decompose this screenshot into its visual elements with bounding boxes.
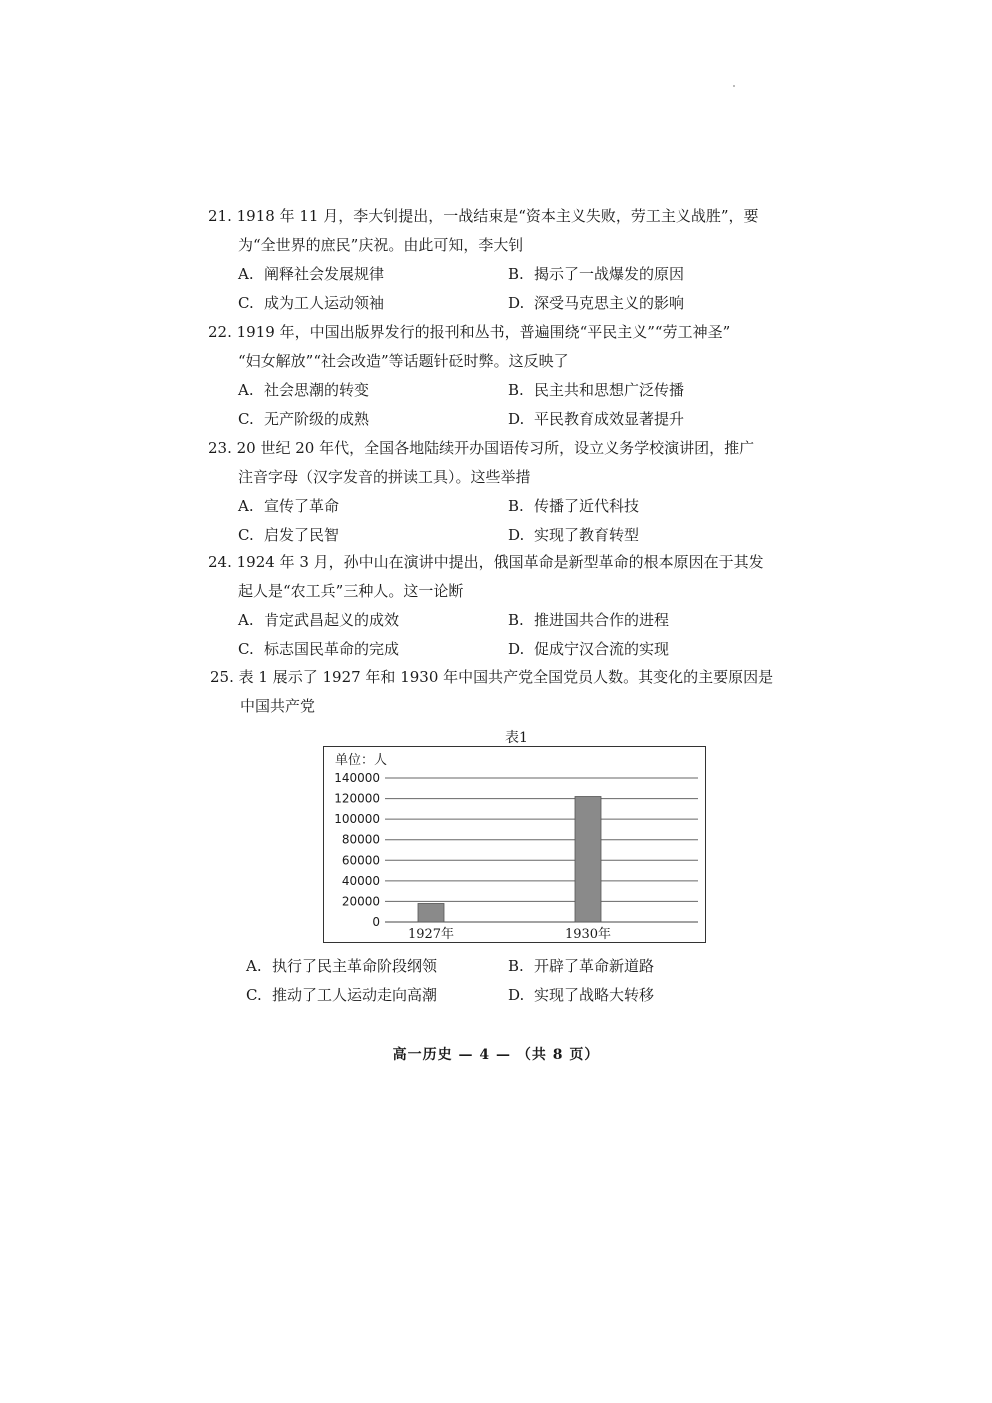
- option-text: 社会思潮的转变: [264, 381, 370, 399]
- option-text: 无产阶级的成熟: [264, 410, 370, 428]
- option-text: 揭示了一战爆发的原因: [534, 265, 685, 283]
- option-d[interactable]: [508, 405, 684, 434]
- option-letter: D.: [508, 526, 525, 544]
- option-a[interactable]: [238, 492, 339, 521]
- option-text: 平民教育成效显著提升: [534, 410, 685, 428]
- option-c[interactable]: [238, 289, 384, 318]
- question-number: 22.: [208, 323, 232, 341]
- bar-1927年: [418, 903, 444, 922]
- option-text: 执行了民主革命阶段纲领: [272, 957, 438, 975]
- question-text: 注音字母（汉字发音的拼读工具）。这些举措: [238, 468, 531, 486]
- y-tick-label: 0: [372, 915, 380, 929]
- question-22: [208, 318, 798, 434]
- y-tick-label: 40000: [341, 873, 380, 888]
- question-text: 为“全世界的庶民”庆祝。由此可知，李大钊: [238, 236, 524, 254]
- option-text: 宣传了革命: [264, 497, 340, 515]
- option-letter: A.: [238, 265, 254, 283]
- question-21: [208, 202, 798, 318]
- question-number: 24.: [208, 553, 232, 571]
- options: [208, 492, 798, 550]
- option-text: 民主共和思想广泛传播: [534, 381, 685, 399]
- y-tick-label: 140000: [334, 771, 380, 785]
- option-letter: D.: [508, 294, 525, 312]
- option-letter: B.: [508, 497, 524, 515]
- option-a[interactable]: [238, 260, 384, 289]
- options: [208, 260, 798, 318]
- y-tick-label: 20000: [341, 894, 380, 909]
- option-a[interactable]: [238, 606, 399, 635]
- question-number: 21.: [208, 207, 232, 225]
- question-text: 起人是“农工兵”三种人。这一论断: [238, 582, 464, 600]
- question-text: 表 1 展示了 1927 年和 1930 年中国共产党全国党员人数。其变化的主要原因是: [238, 668, 774, 686]
- option-letter: C.: [238, 526, 254, 544]
- chart-frame: [324, 747, 706, 943]
- option-a[interactable]: [238, 376, 369, 405]
- option-b[interactable]: [508, 492, 639, 521]
- option-letter: B.: [508, 611, 524, 629]
- option-text: 启发了民智: [264, 526, 340, 544]
- option-d[interactable]: [508, 981, 654, 1010]
- option-text: 深受马克思主义的影响: [534, 294, 685, 312]
- page-footer: 高一历史 — 4 — （共 8 页）: [392, 1047, 600, 1063]
- option-text: 成为工人运动领袖: [264, 294, 385, 312]
- option-letter: C.: [238, 294, 254, 312]
- option-text: 开辟了革命新道路: [534, 957, 655, 975]
- option-b[interactable]: [508, 260, 684, 289]
- scan-speck: [733, 85, 735, 87]
- option-c[interactable]: [238, 521, 339, 550]
- option-letter: D.: [508, 410, 525, 428]
- chart-title: 表1: [505, 730, 528, 746]
- question-23: [208, 434, 798, 550]
- option-letter: C.: [238, 410, 254, 428]
- option-letter: D.: [508, 640, 525, 658]
- question-stem-line-1: [210, 663, 800, 692]
- bar-1930年: [575, 797, 601, 922]
- option-letter: A.: [238, 611, 254, 629]
- option-text: 推动了工人运动走向高潮: [272, 986, 438, 1004]
- question-text: “妇女解放”“社会改造”等话题针砭时弊。这反映了: [238, 352, 569, 370]
- option-c[interactable]: [238, 405, 369, 434]
- option-letter: D.: [508, 986, 525, 1004]
- question-number: 23.: [208, 439, 232, 457]
- option-a[interactable]: [246, 952, 437, 981]
- option-text: 促成宁汉合流的实现: [534, 640, 670, 658]
- options: [210, 952, 800, 1010]
- question-stem-line-1: [208, 434, 798, 463]
- option-text: 实现了战略大转移: [534, 986, 655, 1004]
- option-c[interactable]: [246, 981, 437, 1010]
- question-stem-line-1: [208, 548, 798, 577]
- option-text: 标志国民革命的完成: [264, 640, 400, 658]
- option-letter: A.: [238, 381, 254, 399]
- y-tick-label: 120000: [334, 791, 380, 806]
- option-d[interactable]: [508, 521, 639, 550]
- option-c[interactable]: [238, 635, 399, 664]
- question-text: 中国共产党: [240, 697, 316, 715]
- question-stem-line-1: [208, 202, 798, 231]
- option-b[interactable]: [508, 376, 684, 405]
- question-text: 1918 年 11 月，李大钊提出，一战结束是“资本主义失败，劳工主义战胜”，要: [236, 207, 759, 225]
- option-letter: B.: [508, 265, 524, 283]
- y-tick-label: 80000: [341, 832, 380, 847]
- question-text: 1919 年，中国出版界发行的报刊和丛书，普遍围绕“平民主义”“劳工神圣”: [236, 323, 731, 341]
- option-text: 阐释社会发展规律: [264, 265, 385, 283]
- option-text: 推进国共合作的进程: [534, 611, 670, 629]
- option-b[interactable]: [508, 606, 669, 635]
- option-letter: A.: [238, 497, 254, 515]
- question-25: [210, 663, 800, 721]
- option-letter: C.: [246, 986, 262, 1004]
- options: [208, 376, 798, 434]
- option-b[interactable]: [508, 952, 654, 981]
- option-text: 传播了近代科技: [534, 497, 640, 515]
- option-d[interactable]: [508, 635, 669, 664]
- option-letter: B.: [508, 381, 524, 399]
- option-d[interactable]: [508, 289, 684, 318]
- option-letter: A.: [246, 957, 262, 975]
- question-text: 20 世纪 20 年代，全国各地陆续开办国语传习所，设立义务学校演讲团，推广: [236, 439, 755, 457]
- question-text: 1924 年 3 月，孙中山在演讲中提出，俄国革命是新型革命的根本原因在于其发: [236, 553, 764, 571]
- question-25-options: [210, 952, 800, 1010]
- unit-label: 单位：人: [335, 753, 388, 768]
- option-text: 实现了教育转型: [534, 526, 640, 544]
- y-tick-label: 100000: [334, 812, 380, 827]
- option-letter: B.: [508, 957, 524, 975]
- question-number: 25.: [210, 668, 234, 686]
- y-tick-label: 60000: [341, 853, 380, 868]
- option-text: 肯定武昌起义的成效: [264, 611, 400, 629]
- x-tick-label: 1930年: [564, 927, 612, 942]
- bar-chart: [323, 746, 706, 943]
- question-stem-line-1: [208, 318, 798, 347]
- x-tick-label: 1927年: [407, 927, 455, 942]
- question-24: [208, 548, 798, 664]
- option-letter: C.: [238, 640, 254, 658]
- options: [208, 606, 798, 664]
